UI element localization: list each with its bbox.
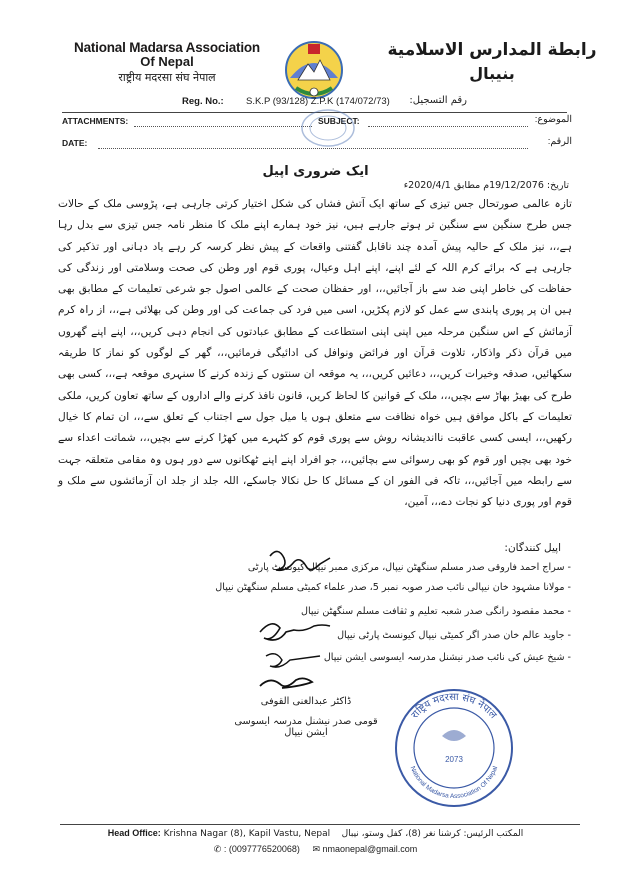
- subject-label: SUBJECT:: [318, 116, 360, 126]
- phone-number: : (0097776520068): [223, 844, 300, 854]
- svg-text:राष्ट्रिय मदरसा संघ नेपाल: [410, 692, 499, 721]
- signer-item: - محمد مقصود رانگی صدر شعبہ تعلیم و ثقافت مسلم سنگھٹن نیپال: [300, 606, 571, 617]
- date-label: DATE:: [62, 138, 88, 148]
- letter-body: تازہ عالمی صورتحال جس تیزی کے ساتھ ایک آتش فشاں کی شکل اختیار کرتی جارہی ہے، پڑوسی ملک کے حالات جس طرح سنگین سے سنگین تر ہوتے جارہے ہیں، نیز خود ہمارے اپنے ملک کا منظر نامہ جس تیزی سے بدل رہا ہے،،، نیز ملک کے حالیہ پیش آمدہ چند ناقابل گفتنی واقعات کے پیش نظر کرسہ کر رہے یاد دہانی اور تذکیر کی جارہی ہے کہ برائے کرم اللہ کے لئے اپنے، اپنے اہل وعیال، پوری قوم اور وطن کی صحت وسلامتی اور زندگی کی حفاظت کی خاطر اپنی ضد سے باز آجائیں،،، اور حفظان صحت کے عالمی اصول جو شرعی تعلیمات کے مطابق بھی ہیں ان پر پوری پابندی سے عمل کو لازم پکڑیں، اسی میں فرد کی جماعت کی اور وطن کی بھلائی ہے،،، از راہ کرم آزمائش کے اس سنگین مرحلہ میں اپنی اپنی استطاعت کے مطابق عبادتوں کی انجام دہی کریں،،، اپنے اپنے گھروں میں قرآن ذکر واذکار، تلاوت قرآن اور فرائض ونوافل کی ادائیگی فرمائیں،،، گھر کے لوگوں کو نماز کا طریقہ سکھائیں، صدقہ وخیرات کریں،،، دعائیں کریں،،، یہ موقعہ ان سنتوں کے زندہ کرنے کا سنہری موقعہ ہے،،، کسی بھی طرح کی بھیڑ بھاڑ سے بچیں،،، ملک کے قوانین کا لحاظ کریں، قانون نافذ کرنے والے اداروں کے ساتھ تعاون کریں، ملکی تعلیمات کے باکل موافق ہیں خواہ نظافت سے متعلق ہوں یا میل جول سے اجتناب کے تعلق سے،،، ان تمام کا خیال رکھیں،،، ایسی کسی عاقبت نااندیشانہ روش سے پوری قوم کو کٹہرے میں کھڑا کرنے سے بچیں،،، شماتت اعداء سے خود بھی بچیں اور قوم کو بھی رسوائی سے بچائیں،،، جو افراد اپنے اپنے ٹھکانوں سے دور ہوں وہ مقامی متعلقہ جہت سے رابطہ میں آجائیں،،، تاکہ فی الفور ان کے مسائل کا حل نکالا جاسکے، اللہ جلد از جلد ان آزمائشوں سے ملک و قوم اور پوری دنیا کو نجات دے،،، آمین،: [58, 198, 572, 509]
- email-icon: ✉: [312, 844, 320, 854]
- footer-address: [0, 828, 631, 839]
- handwritten-signatures-icon: [230, 540, 360, 740]
- letter-date: تاریخ: 19/12/2076م مطابق 2020/4/1ء: [403, 180, 569, 191]
- seal-top-text: राष्ट्रिय मदरसा संघ नेपाल: [409, 691, 499, 721]
- svg-text:National Madarsa Association O: [409, 765, 500, 800]
- org-name-arabic-line1: رابطة المدارس الاسلامية: [387, 40, 597, 60]
- attachments-label: ATTACHMENTS:: [62, 116, 129, 126]
- association-seal-icon: [392, 686, 516, 810]
- signer-item: - شیخ عیش کی نائب صدر نیشنل مدرسہ ایسوسی ایشن نیپال: [323, 652, 571, 663]
- phone-icon: ✆: [213, 844, 222, 854]
- head-office-address: Krishna Nagar (8), Kapil Vastu, Nepal: [163, 829, 331, 839]
- registration-label: Reg. No.:: [182, 96, 224, 107]
- org-name-arabic-line2: بنيبال: [469, 64, 515, 83]
- signer-item: - سراج احمد فاروقی صدر مسلم سنگھٹن نیپال، مرکزی ممبر نیپال کیونسٹ پارٹی: [247, 562, 571, 573]
- faded-stamp-icon: [300, 108, 356, 148]
- attachments-dotline: [134, 126, 312, 127]
- org-name-line1: National Madarsa Association: [74, 40, 260, 55]
- org-name-arabic: [377, 40, 607, 83]
- subject-label-arabic: الموضوع:: [534, 114, 572, 125]
- seal-bottom-text: National Madarsa Association Of Nepal: [408, 765, 500, 801]
- signer-item: - مولانا مشہود خان نیپالی نائب صدر صوبہ نمبر 5، صدر علماء کمیٹی مسلم سنگھٹن نیپال: [215, 582, 571, 593]
- signatory-name: ڈاکٹر عبدالغنی القوفی: [260, 696, 352, 707]
- footer-divider: [60, 824, 580, 825]
- org-name-hindi: राष्ट्रीय मदरसा संघ नेपाल: [118, 71, 216, 84]
- footer-contact: [0, 844, 631, 855]
- appeal-signers-title: اپیل کنندگان:: [504, 542, 561, 554]
- date-label-arabic: الرقم:: [547, 136, 572, 147]
- registration-value: S.K.P (93/128) Z.P.K (174/072/73): [246, 96, 390, 107]
- seal-year: 2073: [445, 755, 463, 764]
- org-name-line2: Of Nepal: [140, 54, 194, 69]
- date-dotline: [98, 148, 528, 149]
- letter-heading: ایک ضروری اپیل: [262, 164, 369, 179]
- org-name-english: [62, 40, 272, 85]
- signatory-title: قومی صدر نیشنل مدرسہ ایسوسی ایشن نیپال: [234, 716, 378, 738]
- signer-item: - جاوید عالم خان صدر اگر کمیٹی نیپال کیونسٹ پارٹی نیپال: [337, 630, 571, 641]
- head-office-label: Head Office:: [107, 828, 161, 838]
- email-address: nmaonepal@gmail.com: [322, 844, 418, 854]
- subject-dotline: [368, 126, 528, 127]
- registration-label-arabic: رقم التسجيل:: [409, 95, 467, 106]
- head-office-address-arabic: المكتب الرئيس: كرشنا نغر (8)، كفل وستو، نيبال: [341, 829, 524, 839]
